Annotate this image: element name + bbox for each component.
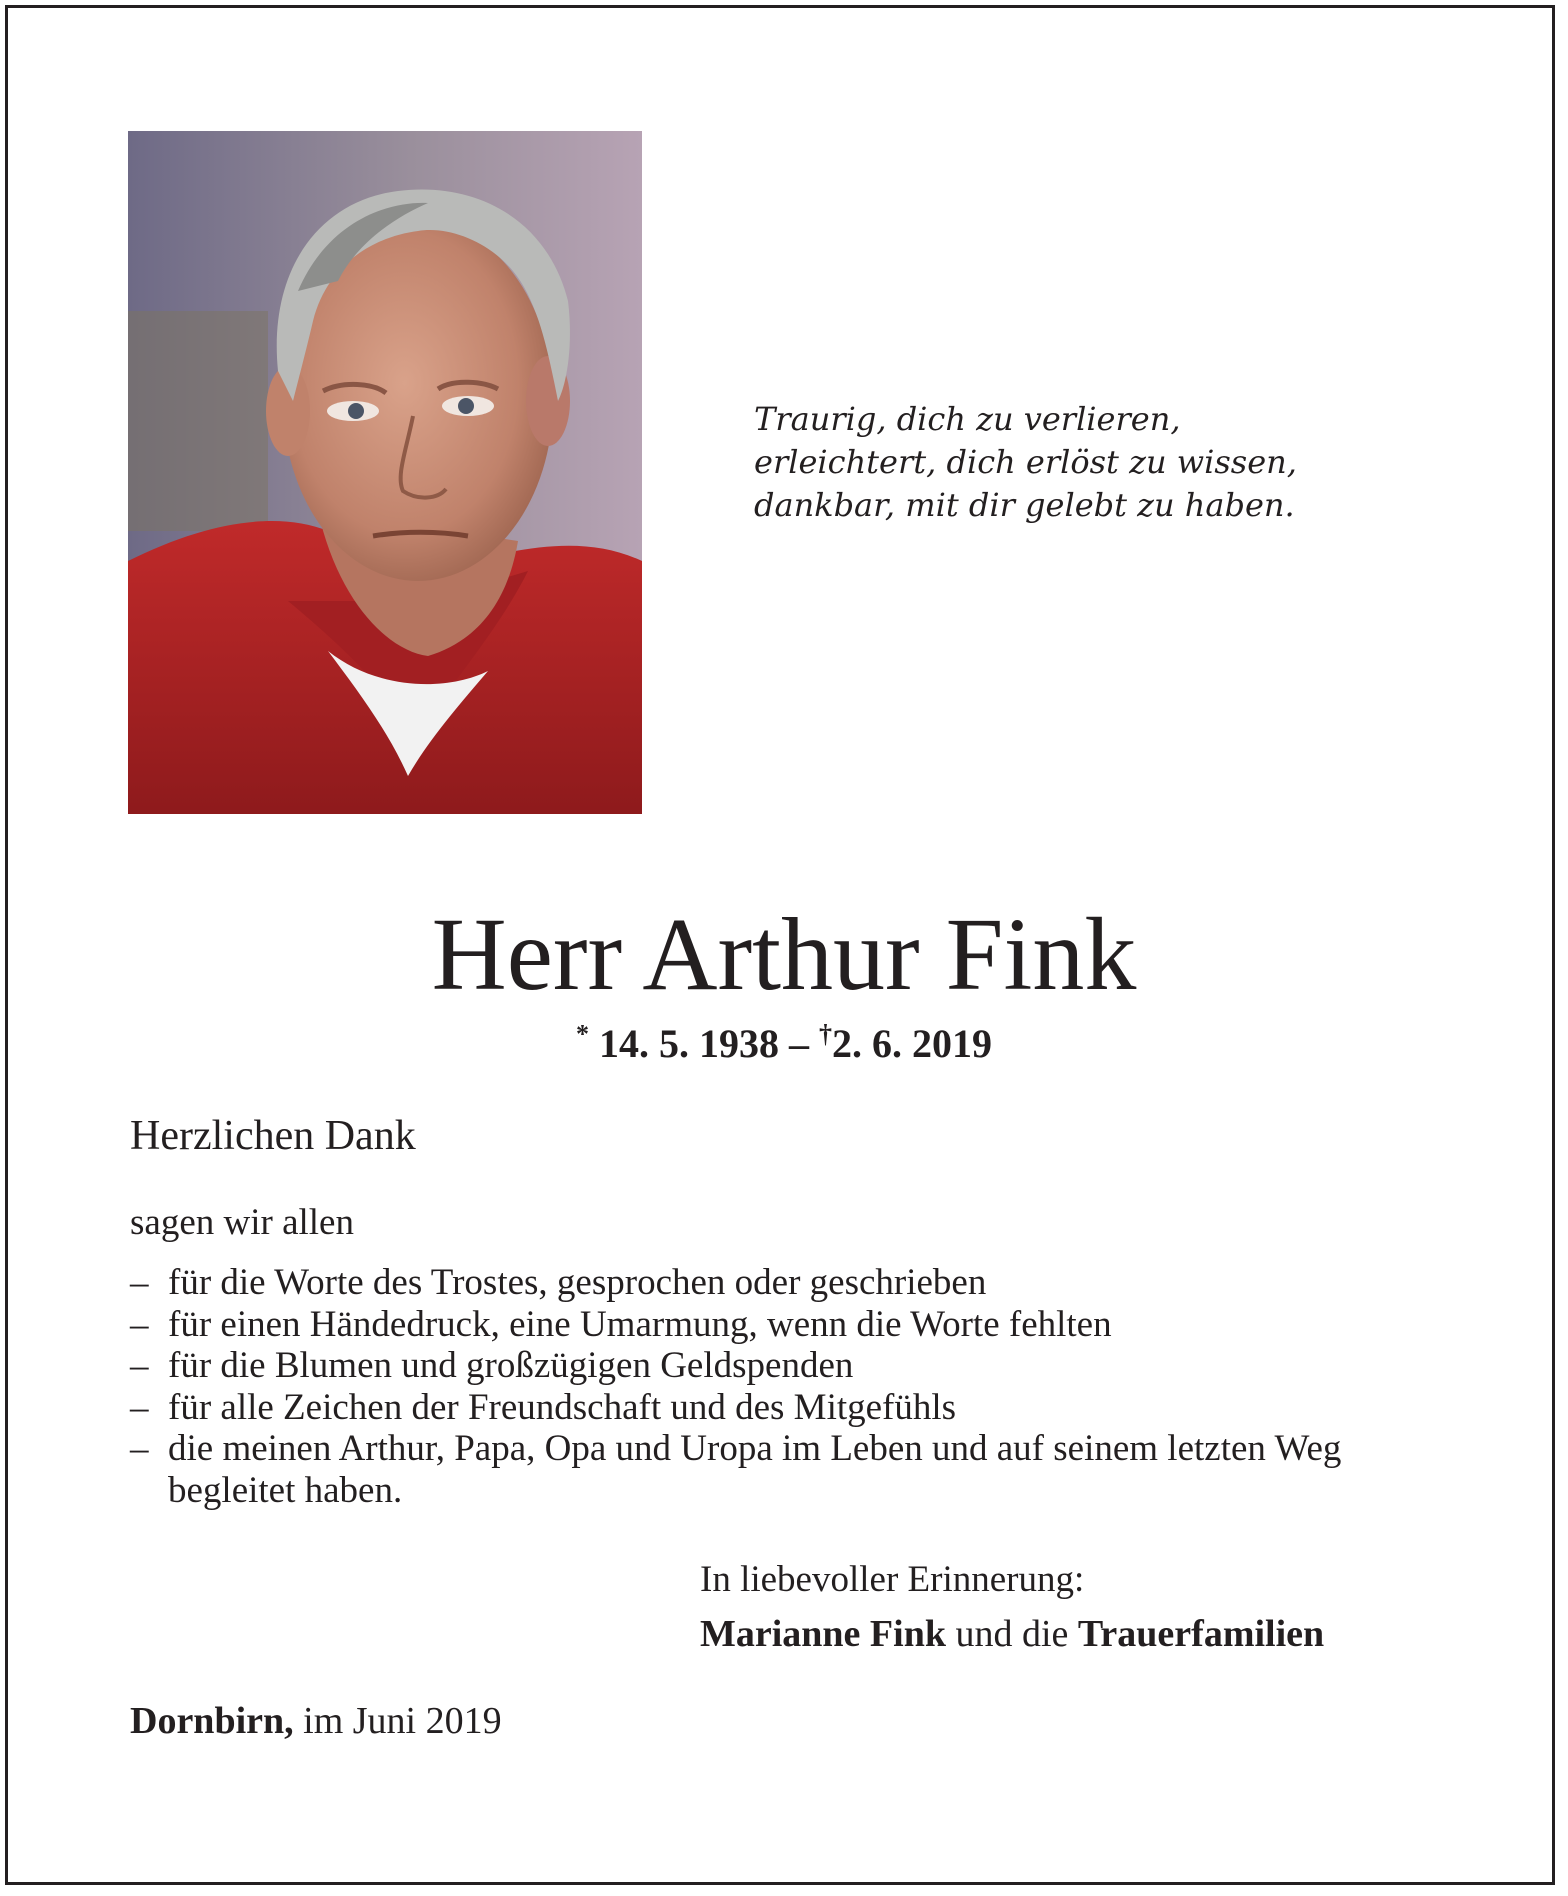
portrait-illustration: [128, 131, 642, 814]
list-dash: –: [130, 1428, 149, 1469]
memorial-quote: [754, 398, 1454, 527]
list-item-text: für die Worte des Trostes, gesprochen oder geschrieben: [168, 1262, 987, 1303]
list-item: [130, 1428, 1470, 1511]
signer-connector: und die: [955, 1613, 1069, 1655]
quote-line: Traurig, dich zu verlieren,: [754, 400, 1181, 438]
thanks-list: [130, 1262, 1470, 1511]
list-dash: –: [130, 1386, 149, 1428]
thanks-intro: sagen wir allen: [130, 1202, 354, 1243]
list-dash: –: [130, 1303, 149, 1345]
list-item: [130, 1387, 1470, 1429]
date-separator: –: [789, 1021, 809, 1066]
list-item-text: für alle Zeichen der Freundschaft und des Mitgefühls: [168, 1386, 957, 1428]
signer-secondary: Trauerfamilien: [1077, 1613, 1325, 1655]
list-dash: –: [130, 1345, 149, 1386]
life-dates: [0, 1020, 1568, 1068]
place-month: im Juni 2019: [303, 1700, 502, 1742]
place-city: Dornbirn,: [130, 1700, 294, 1742]
list-item: [130, 1345, 1470, 1387]
place-date: [130, 1697, 502, 1745]
death-date: 2. 6. 2019: [832, 1021, 992, 1066]
list-item-text: für die Blumen und großzügigen Geldspenden: [168, 1345, 854, 1386]
list-item-text: die meinen Arthur, Papa, Opa und Uropa im Leben und auf seinem letzten Weg begleitet haben.: [168, 1428, 1342, 1511]
quote-line: erleichtert, dich erlöst zu wissen,: [754, 443, 1297, 481]
portrait-photo: [128, 131, 642, 814]
signer-primary: Marianne Fink: [700, 1613, 946, 1655]
thanks-heading: Herzlichen Dank: [130, 1113, 416, 1159]
list-item-text: für einen Händedruck, eine Umarmung, wenn die Worte fehlten: [168, 1303, 1112, 1345]
list-item: [130, 1262, 1470, 1304]
list-item: [130, 1304, 1470, 1346]
birth-mark: *: [576, 1019, 589, 1049]
birth-date: 14. 5. 1938: [599, 1021, 779, 1066]
deceased-name: Herr Arthur Fink: [431, 897, 1137, 1012]
signers: [700, 1610, 1324, 1658]
death-mark: †: [819, 1019, 832, 1049]
list-dash: –: [130, 1262, 149, 1303]
quote-line: dankbar, mit dir gelebt zu haben.: [754, 486, 1295, 524]
memory-line: In liebevoller Erinnerung:: [700, 1559, 1085, 1600]
